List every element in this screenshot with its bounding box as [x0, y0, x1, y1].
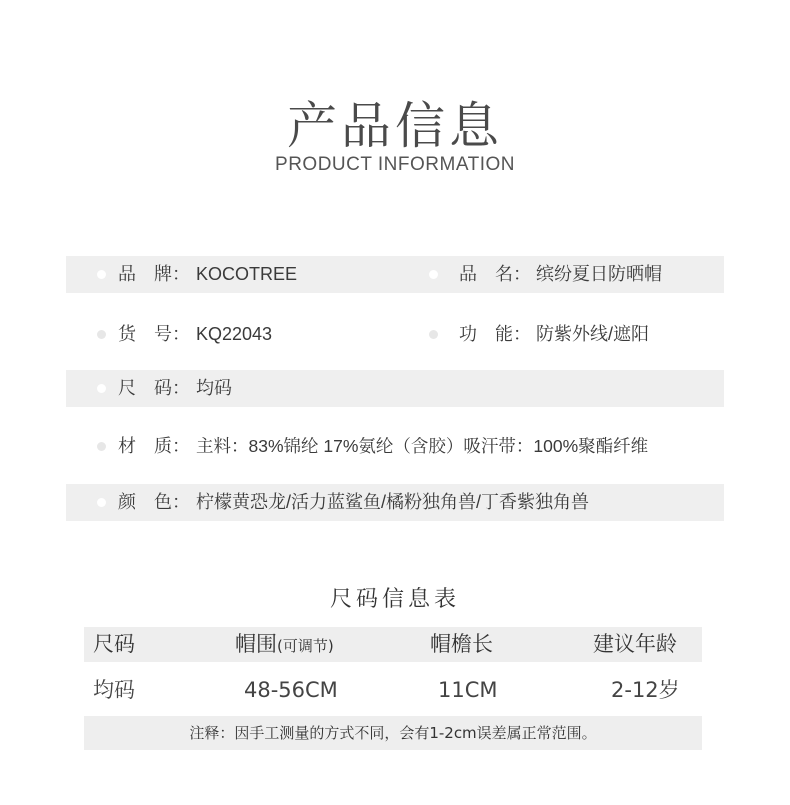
table-row: [84, 672, 702, 708]
size-table-header: [84, 627, 702, 662]
function-label: 功 能：: [459, 324, 531, 345]
cell-size: 均码: [93, 678, 135, 702]
item-no-value: KQ22043: [196, 324, 273, 344]
header-circumference-label: 帽围: [235, 632, 277, 656]
info-row-brand-name: [66, 256, 724, 293]
brand-label: 品 牌：: [118, 264, 190, 285]
cell-brim: 11CM: [438, 678, 498, 702]
info-row-size: [66, 370, 724, 407]
size-label: 尺 码：: [118, 378, 190, 399]
material-label: 材 质：: [118, 436, 190, 457]
function-value: 防紫外线/遮阳: [536, 324, 650, 344]
header-circumference-note: (可调节): [277, 637, 334, 655]
color-value: 柠檬黄恐龙/活力蓝鲨鱼/橘粉独角兽/丁香紫独角兽: [196, 492, 590, 512]
info-row-color: [66, 484, 724, 521]
name-value: 缤纷夏日防晒帽: [536, 264, 662, 284]
brand-value: KOCOTREE: [196, 264, 298, 284]
bullet-dot-icon: [97, 442, 106, 451]
info-row-itemno-function: [66, 316, 724, 353]
cell-age: 2-12岁: [611, 678, 680, 702]
bullet-dot-icon: [97, 330, 106, 339]
bullet-dot-icon: [97, 384, 106, 393]
header-circumference: [235, 627, 334, 662]
material-value: 主料：83%锦纶 17%氨纶（含胶）吸汗带：100%聚酯纤维: [196, 436, 649, 456]
size-value: 均码: [196, 378, 232, 398]
page-subtitle: PRODUCT INFORMATION: [275, 154, 515, 175]
bullet-dot-icon: [97, 498, 106, 507]
size-table-title: 尺码信息表: [329, 587, 460, 612]
color-label: 颜 色：: [118, 492, 190, 513]
item-no-label: 货 号：: [118, 324, 190, 345]
cell-circumference: 48-56CM: [244, 678, 338, 702]
header-age: 建议年龄: [593, 632, 677, 656]
info-row-material: [66, 428, 724, 465]
bullet-dot-icon: [429, 330, 438, 339]
bullet-dot-icon: [429, 270, 438, 279]
header-brim: 帽檐长: [430, 632, 493, 656]
page-title: 产品信息: [287, 97, 503, 155]
name-label: 品 名：: [459, 264, 531, 285]
header-size: 尺码: [93, 632, 135, 656]
bullet-dot-icon: [97, 270, 106, 279]
measurement-note: 注释：因手工测量的方式不同，会有1-2cm误差属正常范围。: [84, 716, 702, 750]
